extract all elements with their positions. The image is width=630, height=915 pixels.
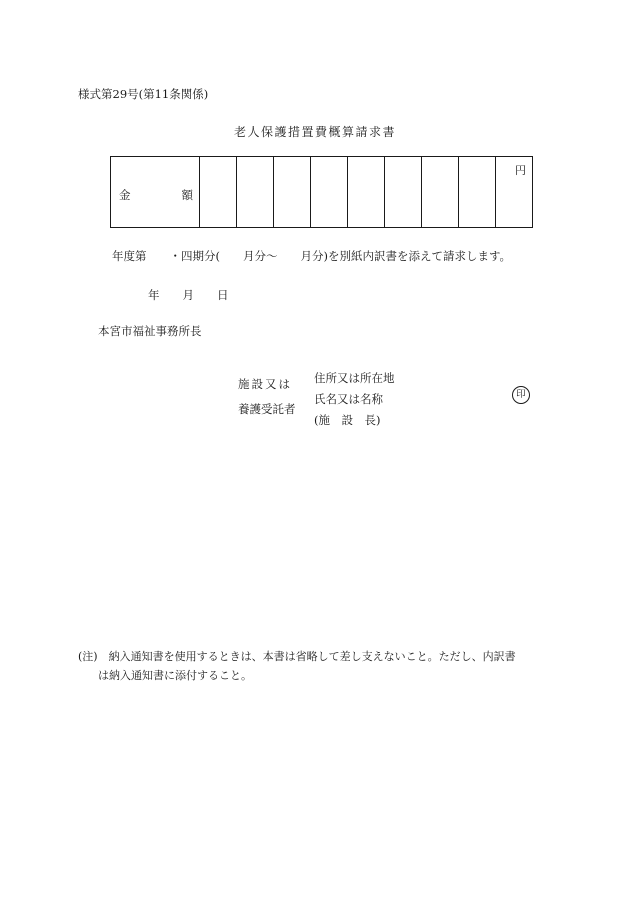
name-field-label[interactable]: 氏名又は名称 bbox=[314, 392, 383, 406]
date-line: 年 月 日 bbox=[148, 288, 229, 302]
yen-unit-label: 円 bbox=[515, 164, 526, 177]
applicant-fields bbox=[314, 368, 395, 431]
amount-digit-cell[interactable] bbox=[311, 157, 348, 228]
amount-digit-cell[interactable] bbox=[348, 157, 385, 228]
note-line-1: (注) 納入通知書を使用するときは、本書は省略して差し支えないこと。ただし、内訳書 bbox=[78, 650, 516, 663]
amount-label-gaku: 額 bbox=[181, 188, 193, 202]
amount-label-cell bbox=[111, 157, 200, 228]
label-char: 設 bbox=[251, 377, 263, 391]
label-char: は bbox=[278, 377, 290, 391]
note-line-2: は納入通知書に添付すること。 bbox=[98, 669, 252, 682]
form-number: 様式第29号(第11条関係) bbox=[78, 87, 209, 101]
amount-digit-cell[interactable] bbox=[459, 157, 496, 228]
label-char: 施 bbox=[238, 377, 250, 391]
label-char: 養 bbox=[238, 402, 250, 416]
label-char: 者 bbox=[284, 402, 296, 416]
address-field-label[interactable]: 住所又は所在地 bbox=[314, 371, 395, 385]
amount-digit-cell[interactable] bbox=[385, 157, 422, 228]
label-char: 受 bbox=[261, 402, 273, 416]
addressee: 本宮市福祉事務所長 bbox=[98, 324, 202, 338]
label-char: 護 bbox=[249, 402, 261, 416]
amount-digit-cell-yen[interactable] bbox=[496, 157, 533, 228]
amount-digit-cell[interactable] bbox=[274, 157, 311, 228]
label-char: 託 bbox=[272, 402, 284, 416]
applicant-label-line2 bbox=[238, 397, 296, 422]
amount-digit-cell[interactable] bbox=[422, 157, 459, 228]
applicant-type-label bbox=[238, 372, 296, 422]
seal-icon: 印 bbox=[512, 386, 530, 404]
position-label: (施 設 長) bbox=[314, 413, 381, 427]
document-title: 老人保護措置費概算請求書 bbox=[233, 125, 396, 139]
applicant-label-line1 bbox=[238, 372, 290, 397]
amount-digit-cell[interactable] bbox=[237, 157, 274, 228]
request-statement: 年度第 ・四期分( 月分～ 月分)を別紙内訳書を添えて請求します。 bbox=[112, 249, 512, 263]
amount-label-kin: 金 bbox=[119, 188, 131, 202]
label-char: 又 bbox=[265, 377, 277, 391]
amount-digit-cell[interactable] bbox=[200, 157, 237, 228]
amount-table bbox=[110, 156, 533, 228]
